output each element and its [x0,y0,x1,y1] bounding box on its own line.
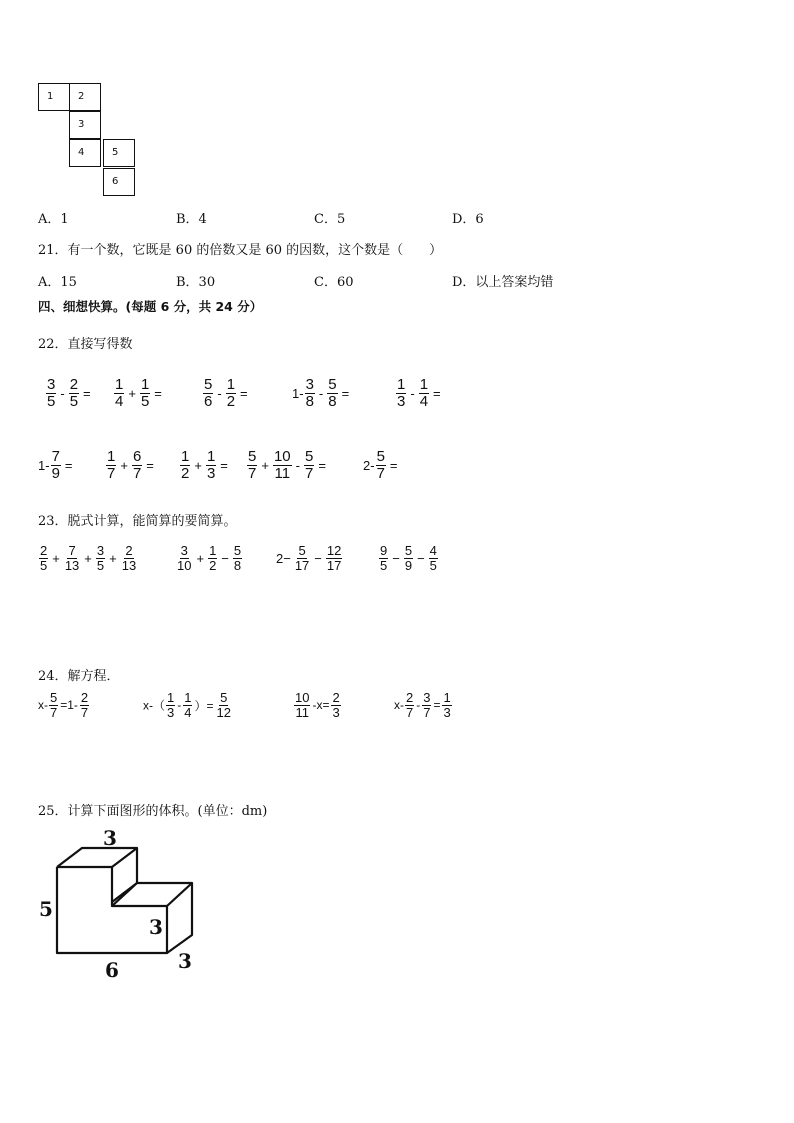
q23-expr-4: $\frac{9}{5}$ − $\frac{5}{9}$ − $\frac{4}{5}$ [380,543,437,573]
q24-equation-3: $\frac{10}{11}$ -x= $\frac{2}{3}$ [295,690,340,720]
dim-bottom-label: 6 [105,958,119,982]
q21-option-c: C．60 [314,275,354,290]
q23-expr-1: $\frac{2}{5}$ + $\frac{7}{13}$ + $\frac{3}{5}$ + $\frac{2}{13}$ [40,543,137,573]
q22-expr-5: $\frac{1}{3}$ - $\frac{1}{4}$ = [397,376,441,410]
q24-title: 24．解方程． [38,669,120,684]
q22-title: 22．直接写得数 [38,337,133,352]
dim-depth-label: 3 [178,949,192,973]
q21-option-b: B．30 [176,275,216,290]
net-cell-2: 2 [69,83,101,111]
dim-top-label: 3 [103,826,117,850]
net-cell-1: 1 [38,83,70,111]
dim-inner-label: 3 [149,915,163,939]
section-4-heading: 四、细想快算。(每题 6 分，共 24 分） [38,299,263,314]
q22-expr-2: $\frac{1}{4}$ + $\frac{1}{5}$ = [115,376,162,410]
q22-expr-10: 2- $\frac{5}{7}$ = [363,448,398,482]
net-cell-5: 5 [103,139,135,167]
q22-expr-1: $\frac{3}{5}$ - $\frac{2}{5}$ = [47,376,91,410]
q23-title: 23．脱式计算，能简算的要简算。 [38,514,237,529]
q23-expr-2: $\frac{3}{10}$ + $\frac{1}{2}$ − $\frac{5}{8}$ [177,543,242,573]
l-shaped-solid-figure [30,820,220,985]
q22-expr-3: $\frac{5}{6}$ - $\frac{1}{2}$ = [204,376,248,410]
q22-expr-9: $\frac{5}{7}$ + $\frac{10}{11}$ - $\frac{5}{7}$ = [248,448,326,482]
q24-equation-2: x-（ $\frac{1}{3}$ - $\frac{1}{4}$ ）= $\frac{5}{12}$ [143,690,231,720]
q22-expr-6: 1- $\frac{7}{9}$ = [38,448,73,482]
q21-option-d: D．以上答案均错 [452,275,554,290]
q21-question: 21．有一个数，它既是 60 的倍数又是 60 的因数，这个数是（ ） [38,243,443,258]
net-cell-4: 4 [69,139,101,167]
q20-option-a: A．1 [38,212,69,227]
q20-option-b: B．4 [176,212,207,227]
q20-option-d: D．6 [452,212,484,227]
q22-expr-8: $\frac{1}{2}$ + $\frac{1}{3}$ = [181,448,228,482]
net-cell-3: 3 [69,111,101,139]
q24-equation-1: x- $\frac{5}{7}$ =1- $\frac{2}{7}$ [38,690,89,720]
q24-equation-4: x- $\frac{2}{7}$ - $\frac{3}{7}$ = $\frac{1}{3}$ [394,690,451,720]
q20-option-c: C．5 [314,212,346,227]
q23-expr-3: 2− $\frac{5}{17}$ − $\frac{12}{17}$ [276,543,342,573]
dim-left-label: 5 [39,897,53,921]
q22-expr-7: $\frac{1}{7}$ + $\frac{6}{7}$ = [107,448,154,482]
q22-expr-4: 1- $\frac{3}{8}$ - $\frac{5}{8}$ = [292,376,350,410]
q25-title: 25．计算下面图形的体积。(单位：dm) [38,804,268,819]
net-cell-6: 6 [103,168,135,196]
q21-option-a: A．15 [38,275,77,290]
